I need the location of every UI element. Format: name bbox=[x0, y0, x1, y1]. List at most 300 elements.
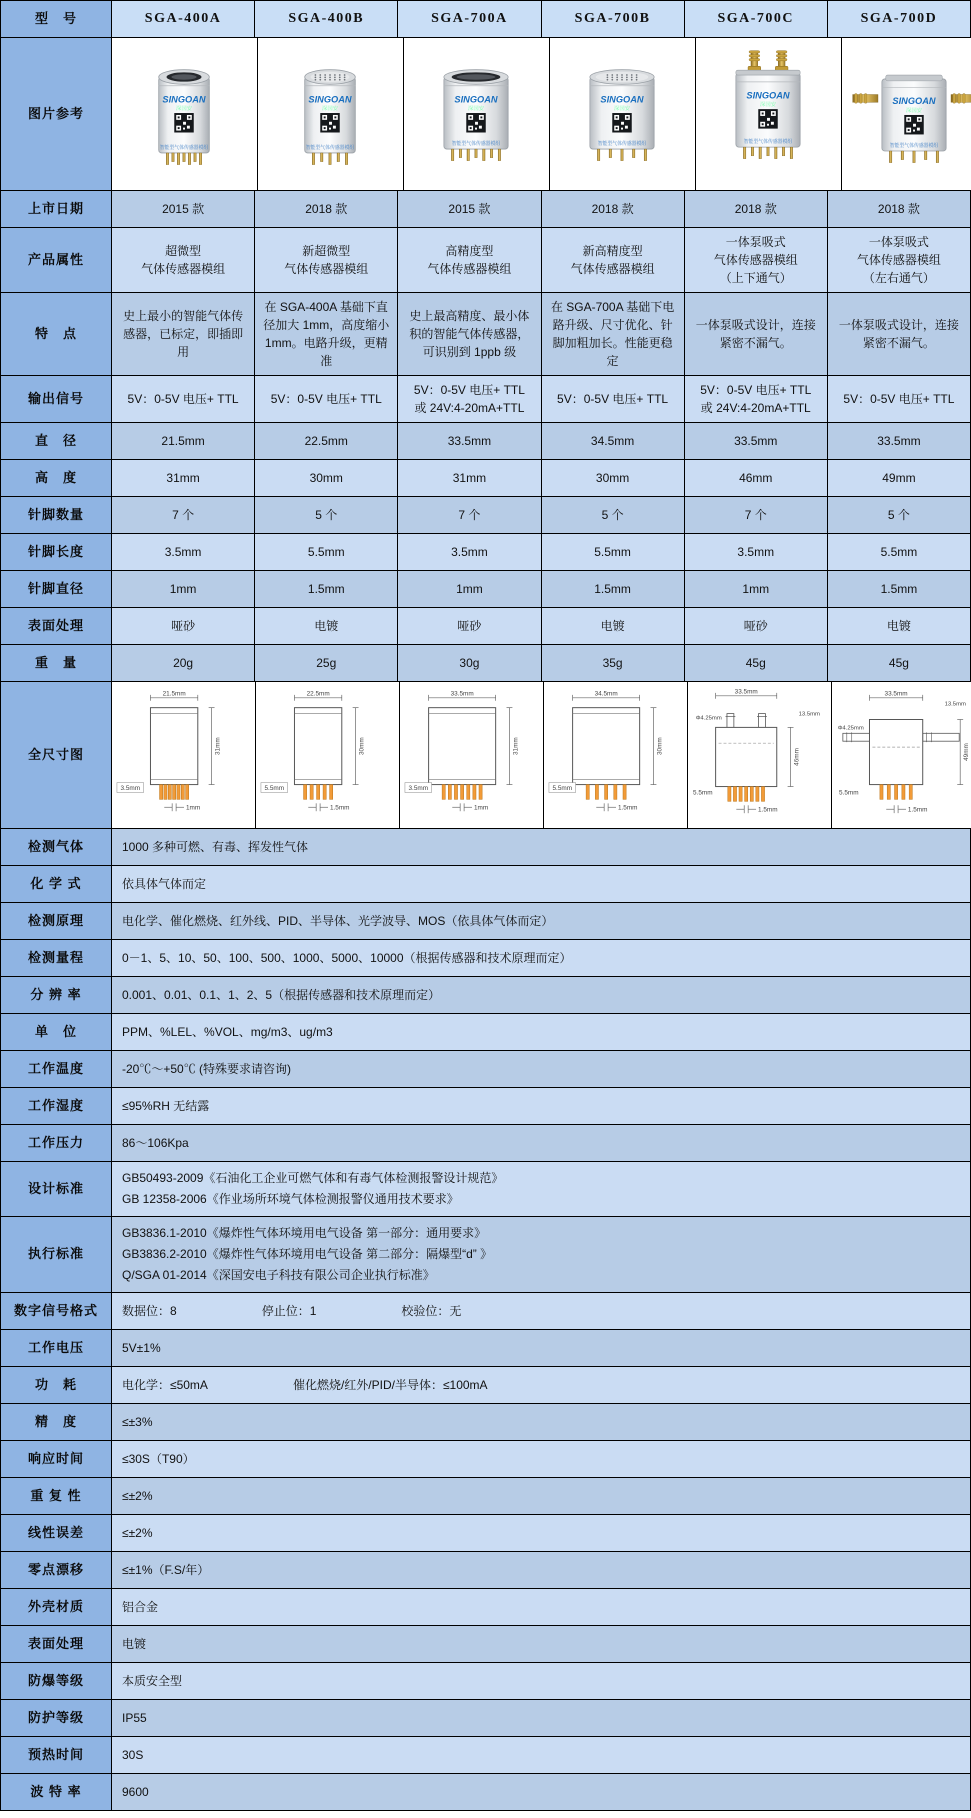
table-row bbox=[1, 1293, 970, 1329]
detail-value-cell bbox=[112, 1552, 970, 1588]
spec-value-line: 5V：0-5V 电压+ TTL bbox=[843, 392, 955, 406]
table-row bbox=[1, 1088, 970, 1124]
gas-sensor-photo-pump-top-barbs bbox=[698, 40, 839, 188]
table-row bbox=[1, 903, 970, 939]
spec-cell bbox=[112, 645, 254, 681]
spec-value-line: 34.5mm bbox=[590, 434, 635, 448]
spec-cell bbox=[398, 293, 540, 375]
dimension-drawing-sga-700c bbox=[689, 684, 830, 826]
svg-text:3.5mm: 3.5mm bbox=[120, 785, 141, 793]
spec-value-line: 33.5mm bbox=[734, 434, 778, 448]
spec-cell bbox=[255, 608, 397, 644]
spec-cell bbox=[542, 608, 684, 644]
spec-cell bbox=[828, 191, 970, 227]
brand-logo-text: SINGOAN bbox=[746, 90, 790, 101]
detail-value-parts bbox=[122, 1301, 546, 1322]
detail-value-line: ≤±2% bbox=[122, 1525, 153, 1540]
svg-text:5.5mm: 5.5mm bbox=[693, 789, 713, 797]
spec-value-line: 1mm bbox=[742, 582, 770, 596]
row-label: 检测原理 bbox=[1, 903, 111, 939]
svg-text:1mm: 1mm bbox=[473, 804, 489, 812]
table-row bbox=[1, 423, 970, 459]
detail-value-parts bbox=[122, 1375, 573, 1396]
row-label: 检测量程 bbox=[1, 940, 111, 976]
spec-value-line: 在 SGA-400A 基础下直径加大 1mm，高度缩小 1mm。电路升级，更精准 bbox=[263, 300, 390, 368]
spec-cell bbox=[828, 376, 970, 422]
spec-cell bbox=[685, 460, 827, 496]
detail-value-cell bbox=[112, 1478, 970, 1514]
spec-value-line: 2018 款 bbox=[591, 202, 634, 216]
detail-value-line: GB3836.1-2010《爆炸性气体环境用电气设备 第一部分：通用要求》 bbox=[122, 1226, 487, 1240]
spec-cell bbox=[112, 571, 254, 607]
row-label: 针脚直径 bbox=[1, 571, 111, 607]
spec-value-line: 21.5mm bbox=[161, 434, 205, 448]
spec-cell bbox=[112, 534, 254, 570]
spec-cell bbox=[398, 608, 540, 644]
table-row bbox=[1, 1589, 970, 1625]
table-row bbox=[1, 1737, 970, 1773]
spec-value-line: 气体传感器模组 bbox=[713, 253, 798, 267]
spec-value-line: 2015 款 bbox=[448, 202, 491, 216]
detail-value-line: ≤30S（T90） bbox=[122, 1451, 195, 1466]
spec-value-line: 超微型 bbox=[165, 244, 202, 258]
row-label: 零点漂移 bbox=[1, 1552, 111, 1588]
sensor-caption-text: 智能型气体传感器模组 bbox=[743, 140, 793, 146]
row-label: 数字信号格式 bbox=[1, 1293, 111, 1329]
detail-value-line: 9600 bbox=[122, 1784, 149, 1799]
spec-cell bbox=[828, 460, 970, 496]
spec-value-line: 气体传感器模组 bbox=[427, 262, 512, 276]
svg-text:1.5mm: 1.5mm bbox=[758, 806, 778, 814]
table-row bbox=[1, 497, 970, 533]
detail-value-line: 电化学、催化燃烧、红外线、PID、半导体、光学波导、MOS（依具体气体而定） bbox=[122, 913, 554, 928]
model-header-sga-700b: SGA-700B bbox=[542, 1, 684, 37]
table-row bbox=[1, 1404, 970, 1440]
detail-value-cell bbox=[112, 1162, 970, 1216]
product-photo bbox=[404, 38, 549, 190]
svg-text:21.5mm: 21.5mm bbox=[162, 690, 186, 698]
row-label: 精 度 bbox=[1, 1404, 111, 1440]
spec-value-line: 1.5mm bbox=[880, 582, 918, 596]
detail-value-line: 86～106Kpa bbox=[122, 1135, 189, 1150]
spec-cell bbox=[255, 534, 397, 570]
row-label: 化 学 式 bbox=[1, 866, 111, 902]
detail-value-cell bbox=[112, 903, 970, 939]
dimension-drawing bbox=[256, 682, 399, 828]
model-header-sga-400a: SGA-400A bbox=[112, 1, 254, 37]
spec-cell bbox=[255, 423, 397, 459]
spec-value-line: 7 个 bbox=[172, 508, 195, 522]
spec-value-line: 气体传感器模组 bbox=[856, 253, 941, 267]
spec-value-line: 3.5mm bbox=[164, 545, 202, 559]
model-header-sga-400b: SGA-400B bbox=[255, 1, 397, 37]
detail-value-line: 0－1、5、10、50、100、500、1000、5000、10000（根据传感器和技术原理而定） bbox=[122, 950, 572, 965]
svg-text:1.5mm: 1.5mm bbox=[907, 806, 928, 814]
row-label: 特 点 bbox=[1, 293, 111, 375]
spec-value-line: 2015 款 bbox=[162, 202, 205, 216]
spec-cell bbox=[398, 645, 540, 681]
row-label: 工作温度 bbox=[1, 1051, 111, 1087]
detail-value-cell bbox=[112, 1774, 970, 1810]
spec-value-line: 一体泵吸式 bbox=[725, 235, 786, 249]
row-label: 工作电压 bbox=[1, 1330, 111, 1366]
spec-value-line: 7 个 bbox=[744, 508, 767, 522]
spec-cell bbox=[828, 293, 970, 375]
spec-value-line: 31mm bbox=[166, 471, 200, 485]
table-row bbox=[1, 940, 970, 976]
spec-value-line: 在 SGA-700A 基础下电路升级、尺寸优化、针脚加粗加长。性能更稳定 bbox=[550, 300, 675, 368]
svg-text:30mm: 30mm bbox=[656, 737, 664, 756]
product-photo bbox=[842, 38, 971, 190]
row-label: 重 量 bbox=[1, 645, 111, 681]
spec-cell bbox=[685, 571, 827, 607]
spec-cell bbox=[398, 534, 540, 570]
table-row bbox=[1, 460, 970, 496]
spec-cell bbox=[828, 228, 970, 292]
row-label: 分 辨 率 bbox=[1, 977, 111, 1013]
spec-value-line: 气体传感器模组 bbox=[284, 262, 369, 276]
spec-cell bbox=[112, 376, 254, 422]
detail-value-line: GB50493-2009《石油化工企业可燃气体和有毒气体检测报警设计规范》 bbox=[122, 1171, 504, 1185]
spec-cell bbox=[685, 608, 827, 644]
table-row bbox=[1, 228, 970, 292]
row-label: 预热时间 bbox=[1, 1737, 111, 1773]
spec-cell bbox=[685, 376, 827, 422]
detail-value-part: 催化燃烧/红外/PID/半导体：≤100mA bbox=[292, 1377, 488, 1392]
row-label: 外壳材质 bbox=[1, 1589, 111, 1625]
svg-text:1.5mm: 1.5mm bbox=[329, 804, 350, 812]
table-row bbox=[1, 191, 970, 227]
product-photo bbox=[112, 38, 257, 190]
spec-value-line: 25g bbox=[316, 656, 337, 670]
detail-value-cell bbox=[112, 940, 970, 976]
spec-value-line: 或 24V:4-20mA+TTL bbox=[414, 401, 525, 415]
dimension-drawing bbox=[544, 682, 687, 828]
table-row bbox=[1, 534, 970, 570]
spec-value-line: 35g bbox=[602, 656, 623, 670]
spec-cell bbox=[255, 228, 397, 292]
dimension-drawing bbox=[400, 682, 543, 828]
spec-value-line: 高精度型 bbox=[445, 244, 494, 258]
spec-value-line: 新高精度型 bbox=[582, 244, 643, 258]
spec-cell bbox=[112, 608, 254, 644]
detail-value-cell bbox=[112, 1367, 970, 1403]
detail-value-cell bbox=[112, 1737, 970, 1773]
table-row bbox=[1, 866, 970, 902]
spec-value-line: 1mm bbox=[169, 582, 197, 596]
detail-value-part: 停止位：1 bbox=[261, 1303, 317, 1318]
spec-cell bbox=[828, 534, 970, 570]
detail-value-line: 依具体气体而定 bbox=[122, 876, 207, 891]
table-row bbox=[1, 376, 970, 422]
detail-value-line: ≤±3% bbox=[122, 1414, 153, 1429]
detail-value-line: ≤±2% bbox=[122, 1488, 153, 1503]
row-label: 设计标准 bbox=[1, 1162, 111, 1216]
svg-text:31mm: 31mm bbox=[512, 737, 520, 756]
spec-value-line: 5 个 bbox=[315, 508, 338, 522]
table-row bbox=[1, 1700, 970, 1736]
spec-cell bbox=[255, 645, 397, 681]
row-label: 工作压力 bbox=[1, 1125, 111, 1161]
spec-value-line: 31mm bbox=[452, 471, 487, 485]
spec-value-line: 1.5mm bbox=[594, 582, 631, 596]
brand-cn-text: 深国安 bbox=[175, 106, 193, 113]
detail-value-line: 30S bbox=[122, 1747, 144, 1762]
spec-value-line: 电镀 bbox=[314, 619, 339, 633]
spec-cell bbox=[398, 423, 540, 459]
dimension-drawing bbox=[112, 682, 255, 828]
spec-cell bbox=[398, 460, 540, 496]
spec-cell bbox=[685, 293, 827, 375]
svg-text:13.5mm: 13.5mm bbox=[798, 711, 820, 718]
detail-value-line: -20℃～+50℃ (特殊要求请咨询) bbox=[122, 1061, 292, 1076]
dimension-drawing-sga-400b bbox=[257, 684, 398, 826]
detail-value-line: 1000 多种可燃、有毒、挥发性气体 bbox=[122, 839, 309, 854]
detail-value-cell bbox=[112, 1051, 970, 1087]
detail-value-line: Q/SGA 01-2014《深国安电子科技有限公司企业执行标准》 bbox=[122, 1268, 435, 1282]
row-label: 单 位 bbox=[1, 1014, 111, 1050]
spec-cell bbox=[685, 645, 827, 681]
table-row bbox=[1, 829, 970, 865]
gas-sensor-photo-ring-top-7pin bbox=[114, 40, 255, 188]
detail-value-cell bbox=[112, 1125, 970, 1161]
spec-value-line: 电镀 bbox=[886, 619, 911, 633]
row-label-model: 型 号 bbox=[1, 1, 111, 37]
brand-logo-text: SINGOAN bbox=[162, 94, 206, 105]
spec-value-line: 5V：0-5V 电压+ TTL bbox=[413, 383, 525, 397]
spec-value-line: 哑砂 bbox=[171, 619, 196, 633]
table-row bbox=[1, 293, 970, 375]
spec-value-line: （上下通气） bbox=[719, 271, 792, 285]
detail-value-part: 数据位：8 bbox=[122, 1303, 177, 1318]
row-label: 检测气体 bbox=[1, 829, 111, 865]
spec-cell bbox=[542, 645, 684, 681]
spec-value-line: 2018 款 bbox=[877, 202, 920, 216]
spec-cell bbox=[685, 228, 827, 292]
spec-value-line: 5 个 bbox=[887, 508, 910, 522]
table-row bbox=[1, 1441, 970, 1477]
product-photo bbox=[696, 38, 841, 190]
spec-value-line: 33.5mm bbox=[447, 434, 492, 448]
dimension-drawing-sga-700d bbox=[833, 684, 971, 826]
spec-cell bbox=[828, 497, 970, 533]
row-label-photo: 图片参考 bbox=[1, 38, 111, 190]
spec-cell bbox=[398, 376, 540, 422]
brand-logo-text: SINGOAN bbox=[454, 94, 498, 105]
spec-cell bbox=[685, 191, 827, 227]
gas-sensor-photo-ring-top-7pin-large bbox=[406, 40, 547, 188]
detail-value-cell bbox=[112, 1700, 970, 1736]
spec-cell bbox=[398, 191, 540, 227]
brand-cn-text: 深国安 bbox=[905, 108, 923, 115]
table-row bbox=[1, 1014, 970, 1050]
spec-value-line: 2018 款 bbox=[305, 202, 348, 216]
spec-value-line: 33.5mm bbox=[877, 434, 921, 448]
detail-value-cell bbox=[112, 1293, 970, 1329]
table-row bbox=[1, 1774, 970, 1810]
sensor-caption-text: 智能型气体传感器模组 bbox=[597, 142, 647, 148]
row-label: 功 耗 bbox=[1, 1367, 111, 1403]
detail-value-cell bbox=[112, 1088, 970, 1124]
spec-value-line: 30mm bbox=[309, 471, 343, 485]
detail-value-line: PPM、%LEL、%VOL、mg/m3、ug/m3 bbox=[122, 1024, 333, 1039]
detail-value-cell bbox=[112, 1626, 970, 1662]
table-row bbox=[1, 1552, 970, 1588]
svg-text:Φ4.25mm: Φ4.25mm bbox=[695, 715, 722, 722]
brand-logo-text: SINGOAN bbox=[892, 96, 936, 107]
spec-cell bbox=[398, 228, 540, 292]
detail-value-line: 铝合金 bbox=[122, 1599, 159, 1614]
spec-cell bbox=[685, 534, 827, 570]
spec-cell bbox=[542, 534, 684, 570]
row-label: 响应时间 bbox=[1, 1441, 111, 1477]
detail-value-cell bbox=[112, 1441, 970, 1477]
spec-value-line: 3.5mm bbox=[451, 545, 488, 559]
table-row bbox=[1, 1217, 970, 1292]
row-label: 针脚长度 bbox=[1, 534, 111, 570]
spec-value-line: 一体泵吸式设计，连接紧密不漏气。 bbox=[838, 318, 959, 350]
spec-cell bbox=[542, 423, 684, 459]
gas-sensor-photo-perforated-top-5pin bbox=[260, 40, 401, 188]
detail-value-cell bbox=[112, 1330, 970, 1366]
dimension-drawing-sga-400a bbox=[113, 684, 254, 826]
table-row bbox=[1, 977, 970, 1013]
sensor-caption-text: 智能型气体传感器模组 bbox=[889, 144, 939, 150]
detail-value-cell bbox=[112, 1589, 970, 1625]
table-row bbox=[1, 1162, 970, 1216]
gas-sensor-photo-perforated-top-5pin-large bbox=[552, 40, 693, 188]
product-photo bbox=[550, 38, 695, 190]
sensor-caption-text: 智能型气体传感器模组 bbox=[305, 146, 355, 152]
svg-text:33.5mm: 33.5mm bbox=[450, 690, 474, 698]
table-row bbox=[1, 1626, 970, 1662]
row-label: 高 度 bbox=[1, 460, 111, 496]
detail-value-line: 0.001、0.01、0.1、1、2、5（根据传感器和技术原理而定） bbox=[122, 987, 441, 1002]
brand-cn-text: 深国安 bbox=[467, 106, 485, 113]
spec-value-line: 5V：0-5V 电压+ TTL bbox=[270, 392, 382, 406]
spec-value-line: 史上最高精度、最小体积的智能气体传感器，可识别到 1ppb 级 bbox=[409, 309, 530, 359]
spec-value-line: 或 24V:4-20mA+TTL bbox=[700, 401, 811, 415]
svg-text:34.5mm: 34.5mm bbox=[594, 690, 618, 698]
svg-text:Φ4.25mm: Φ4.25mm bbox=[837, 725, 864, 732]
spec-cell bbox=[112, 423, 254, 459]
brand-cn-text: 深国安 bbox=[321, 106, 339, 113]
detail-value-line: 本质安全型 bbox=[122, 1673, 183, 1688]
dimension-drawing-sga-700a bbox=[401, 684, 542, 826]
table-row bbox=[1, 1663, 970, 1699]
detail-value-part: 电化学：≤50mA bbox=[122, 1377, 208, 1392]
detail-value-cell bbox=[112, 866, 970, 902]
detail-value-cell bbox=[112, 829, 970, 865]
detail-value-line: 电镀 bbox=[122, 1636, 147, 1651]
row-label: 执行标准 bbox=[1, 1217, 111, 1292]
spec-cell bbox=[542, 293, 684, 375]
table-row bbox=[1, 1478, 970, 1514]
spec-cell bbox=[828, 645, 970, 681]
svg-text:30mm: 30mm bbox=[358, 737, 366, 756]
row-label: 工作湿度 bbox=[1, 1088, 111, 1124]
spec-cell bbox=[255, 571, 397, 607]
table-row bbox=[1, 1, 970, 37]
spec-cell bbox=[398, 571, 540, 607]
spec-value-line: 49mm bbox=[882, 471, 916, 485]
spec-cell bbox=[685, 497, 827, 533]
detail-value-part: 校验位：无 bbox=[401, 1303, 462, 1318]
table-row bbox=[1, 608, 970, 644]
spec-cell bbox=[112, 293, 254, 375]
spec-value-line: 7 个 bbox=[458, 508, 481, 522]
row-label: 防护等级 bbox=[1, 1700, 111, 1736]
spec-value-line: 5 个 bbox=[601, 508, 624, 522]
dimension-drawing-sga-700b bbox=[545, 684, 686, 826]
table-row bbox=[1, 682, 970, 828]
detail-value-cell bbox=[112, 1404, 970, 1440]
detail-value-cell bbox=[112, 1217, 970, 1292]
spec-value-line: 5.5mm bbox=[307, 545, 345, 559]
detail-value-line: GB3836.2-2010《爆炸性气体环境用电气设备 第二部分：隔爆型“d” 》 bbox=[122, 1247, 493, 1261]
spec-cell bbox=[255, 293, 397, 375]
spec-cell bbox=[542, 191, 684, 227]
spec-cell bbox=[255, 460, 397, 496]
spec-value-line: 哑砂 bbox=[743, 619, 768, 633]
table-row bbox=[1, 1330, 970, 1366]
spec-value-line: 3.5mm bbox=[737, 545, 775, 559]
detail-value-line: GB 12358-2006《作业场所环境气体检测报警仪通用技术要求》 bbox=[122, 1192, 459, 1206]
brand-cn-text: 深国安 bbox=[759, 102, 777, 109]
spec-value-line: 5V：0-5V 电压+ TTL bbox=[700, 383, 812, 397]
dimension-drawing bbox=[688, 682, 831, 828]
table-row bbox=[1, 1515, 970, 1551]
svg-text:49mm: 49mm bbox=[963, 743, 971, 761]
detail-value-line: ≤±1%（F.S/年） bbox=[122, 1562, 210, 1577]
table-row bbox=[1, 38, 970, 190]
spec-value-line: 2018 款 bbox=[734, 202, 777, 216]
gas-sensor-photo-pump-side-barbs bbox=[844, 40, 971, 188]
spec-value-line: 22.5mm bbox=[304, 434, 348, 448]
row-label: 输出信号 bbox=[1, 376, 111, 422]
table-row bbox=[1, 645, 970, 681]
detail-value-line: 5V±1% bbox=[122, 1340, 161, 1355]
detail-value-cell bbox=[112, 977, 970, 1013]
spec-value-line: 20g bbox=[173, 656, 194, 670]
svg-text:33.5mm: 33.5mm bbox=[734, 688, 758, 696]
spec-value-line: 45g bbox=[888, 656, 909, 670]
row-label: 表面处理 bbox=[1, 1626, 111, 1662]
spec-value-line: 1.5mm bbox=[307, 582, 345, 596]
spec-value-line: 5V：0-5V 电压+ TTL bbox=[127, 392, 239, 406]
table-row bbox=[1, 1367, 970, 1403]
svg-text:31mm: 31mm bbox=[214, 737, 222, 756]
model-header-sga-700a: SGA-700A bbox=[398, 1, 540, 37]
spec-cell bbox=[828, 608, 970, 644]
spec-cell bbox=[112, 228, 254, 292]
spec-cell bbox=[255, 191, 397, 227]
spec-cell bbox=[685, 423, 827, 459]
row-label: 防爆等级 bbox=[1, 1663, 111, 1699]
brand-logo-text: SINGOAN bbox=[600, 94, 644, 105]
detail-value-cell bbox=[112, 1014, 970, 1050]
spec-value-line: 一体泵吸式 bbox=[868, 235, 929, 249]
spec-value-line: 45g bbox=[745, 656, 766, 670]
spec-cell bbox=[542, 497, 684, 533]
spec-value-line: 气体传感器模组 bbox=[141, 262, 226, 276]
spec-value-line: 一体泵吸式设计，连接紧密不漏气。 bbox=[695, 318, 816, 350]
row-label: 重 复 性 bbox=[1, 1478, 111, 1514]
model-header-sga-700c: SGA-700C bbox=[685, 1, 827, 37]
model-header-sga-700d: SGA-700D bbox=[828, 1, 970, 37]
table-row bbox=[1, 1125, 970, 1161]
row-label: 波 特 率 bbox=[1, 1774, 111, 1810]
